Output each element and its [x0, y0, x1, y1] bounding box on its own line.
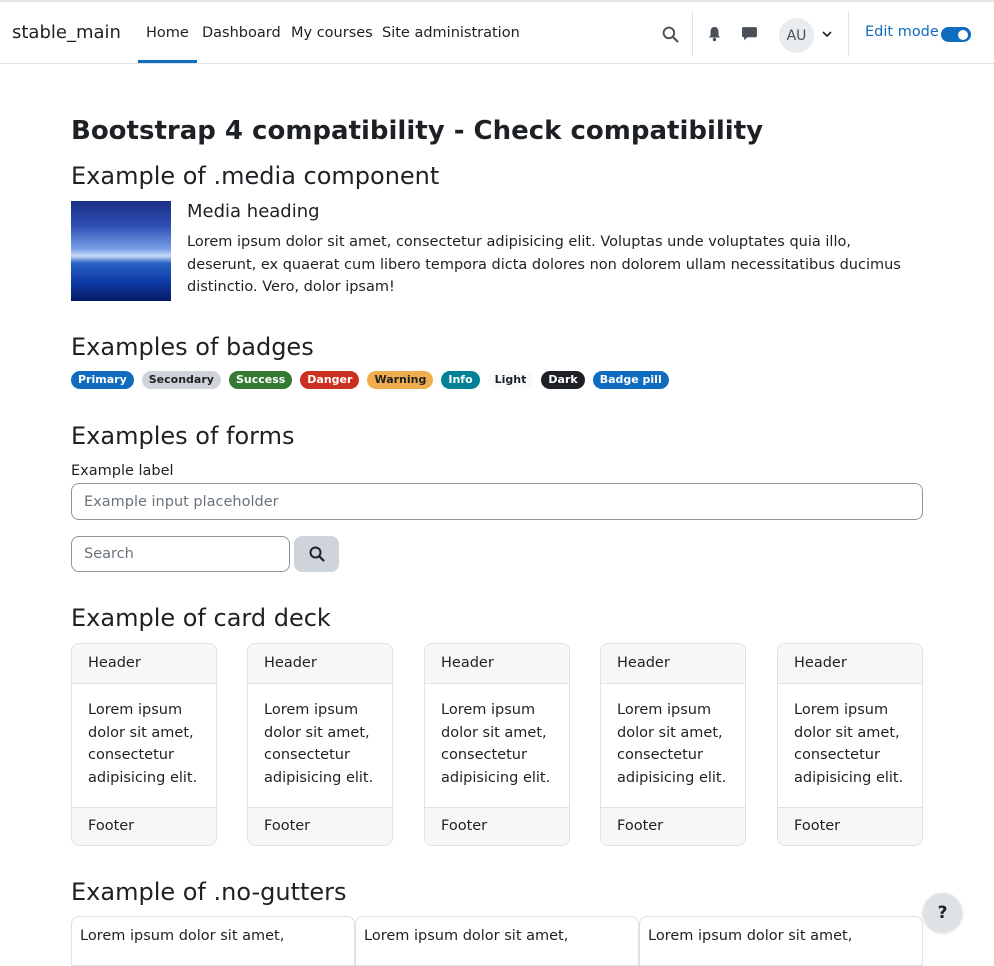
card-body: Lorem ipsum dolor sit amet, consectetur adipisicing elit. [794, 702, 904, 786]
badge-info: Info [441, 371, 479, 389]
no-gutters-section-title: Example of .no-gutters [71, 878, 347, 906]
no-gutters-column: Lorem ipsum dolor sit amet, [71, 916, 355, 966]
media-image [71, 201, 171, 301]
card-body: Lorem ipsum dolor sit amet, consectetur adipisicing elit. [617, 702, 727, 786]
card-footer: Footer [425, 807, 569, 846]
card-body: Lorem ipsum dolor sit amet, consectetur adipisicing elit. [264, 702, 374, 786]
badge-secondary: Secondary [142, 371, 221, 389]
badge-warning: Warning [367, 371, 433, 389]
no-gutters-column: Lorem ipsum dolor sit amet, [355, 916, 639, 966]
card-footer: Footer [778, 807, 922, 846]
nav-dashboard[interactable]: Dashboard [202, 25, 281, 41]
card-header: Header [425, 644, 569, 684]
card [71, 643, 217, 846]
card-deck-section-title: Example of card deck [71, 604, 331, 632]
nav-divider [692, 12, 693, 56]
card-body: Lorem ipsum dolor sit amet, consectetur adipisicing elit. [441, 702, 551, 786]
media-heading: Media heading [187, 201, 320, 222]
example-label: Example label [71, 463, 174, 479]
card [600, 643, 746, 846]
badge-light: Light [488, 371, 534, 389]
card-footer: Footer [72, 807, 216, 846]
user-avatar[interactable]: AU [779, 18, 814, 53]
top-navbar [0, 0, 994, 64]
nav-my-courses[interactable]: My courses [291, 25, 373, 41]
no-gutters-column: Lorem ipsum dolor sit amet, [639, 916, 923, 966]
badge-list [71, 371, 669, 389]
badge-dark: Dark [541, 371, 584, 389]
card-header: Header [248, 644, 392, 684]
bell-icon[interactable] [704, 24, 724, 44]
badge-pill: Badge pill [593, 371, 669, 389]
card-header: Header [601, 644, 745, 684]
forms-section-title: Examples of forms [71, 422, 295, 450]
card-header: Header [72, 644, 216, 684]
edit-mode-toggle[interactable] [941, 27, 971, 42]
help-button[interactable]: ? [923, 893, 962, 932]
card-header: Header [778, 644, 922, 684]
badge-primary: Primary [71, 371, 134, 389]
media-text: Lorem ipsum dolor sit amet, consectetur adipisicing elit. Voluptas unde voluptates quia illo, deserunt, ex quaerat cum libero tempora dicta dolores non dolorem ullam necessitatibus ducimus distinctio. Vero, dolor ipsam! [187, 234, 901, 295]
badge-success: Success [229, 371, 292, 389]
badges-section-title: Examples of badges [71, 333, 314, 361]
card [777, 643, 923, 846]
search-button[interactable] [294, 536, 339, 572]
example-input[interactable] [71, 483, 923, 520]
card-body: Lorem ipsum dolor sit amet, consectetur adipisicing elit. [88, 702, 198, 786]
site-brand[interactable]: stable_main [12, 22, 121, 43]
card [424, 643, 570, 846]
page-title: Bootstrap 4 compatibility - Check compatibility [71, 116, 764, 146]
nav-divider [848, 12, 849, 56]
search-icon [309, 546, 325, 562]
media-section-title: Example of .media component [71, 162, 440, 190]
chat-icon[interactable] [739, 24, 759, 44]
search-icon[interactable] [660, 24, 680, 44]
card [247, 643, 393, 846]
search-input[interactable] [71, 536, 290, 572]
badge-danger: Danger [300, 371, 359, 389]
nav-home[interactable]: Home [146, 25, 189, 41]
card-footer: Footer [601, 807, 745, 846]
edit-mode-label: Edit mode [865, 24, 939, 40]
chevron-down-icon[interactable] [817, 24, 837, 44]
card-footer: Footer [248, 807, 392, 846]
nav-site-administration[interactable]: Site administration [382, 25, 520, 41]
